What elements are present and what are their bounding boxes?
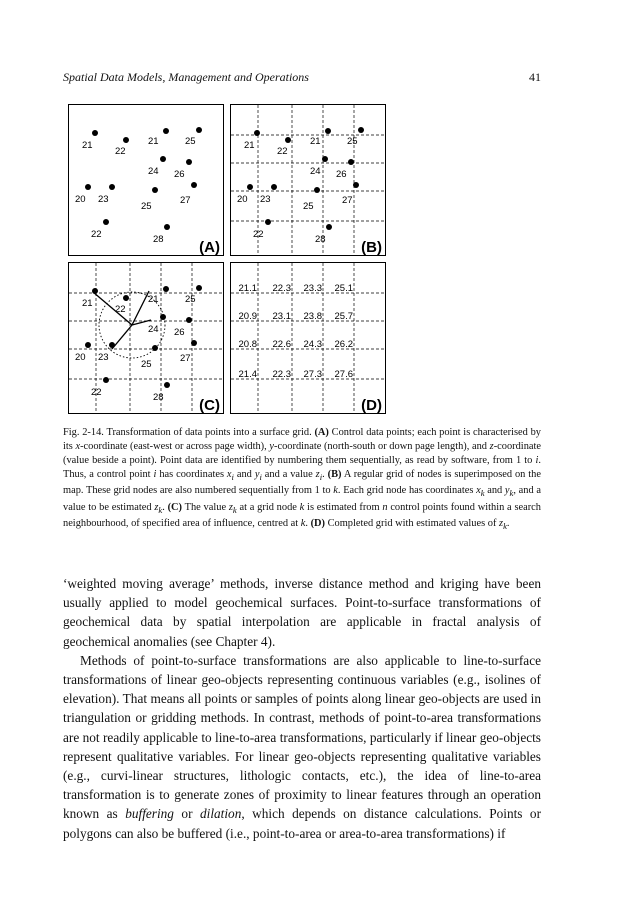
point-value-label: 28 <box>315 234 326 245</box>
caption-text: . Each grid node has coordinates <box>337 485 477 497</box>
grid-node-value: 21.4 <box>238 369 257 380</box>
caption-text: , and a value to be estimated <box>63 485 541 513</box>
math-subscript: k <box>480 488 485 499</box>
point-value-label: 27 <box>180 353 191 364</box>
caption-text: and a value <box>261 469 316 481</box>
control-point <box>196 127 202 133</box>
body-text <box>63 574 541 843</box>
grid-node-value: 25.7 <box>334 311 353 322</box>
caption-text: and <box>484 485 505 497</box>
math-var: z <box>315 469 320 481</box>
control-point <box>92 288 98 294</box>
point-value-label: 26 <box>174 327 185 338</box>
control-point <box>314 187 320 193</box>
control-point <box>191 182 197 188</box>
control-point <box>160 314 166 320</box>
caption-text: is estimated from <box>304 501 383 513</box>
control-point <box>358 127 364 133</box>
control-point <box>196 285 202 291</box>
body-text-span: Methods of point-to-surface transformations are also applicable to line-to-surface transformations of linear geo-objects representing continuous variables (e.g., isolines of elevation). That means all points or samples of points along linear geo-objects are used in triangulation or gridding methods. In contrast, methods of point-to-area transformations are not readily applicable to line-to-area transformations, particularly if linear geo-objects represent qualitative variables. For linear geo-objects representing qualitative variables (e.g., curvi-linear structures, lithologic contacts, etc.), the idea of line-to-area transformation is to generate zones of proximity to linear features through an operation known as <box>63 652 541 822</box>
caption-text: . Thus, a control point <box>63 455 541 481</box>
caption-text: -coordinate (east-west or across page width), <box>80 441 270 453</box>
point-value-label: 22 <box>253 229 264 240</box>
caption-text: Completed grid with estimated values of <box>325 517 500 529</box>
caption-panel-ref: (D) <box>310 517 325 529</box>
math-var: i <box>535 455 539 467</box>
caption-text: has coordinates <box>156 469 227 481</box>
body-term: dilation <box>199 806 242 822</box>
math-var: x <box>476 485 481 497</box>
grid-node-value: 23.1 <box>272 311 291 322</box>
control-point <box>325 128 331 134</box>
point-value-label: 20 <box>237 194 248 205</box>
point-value-label: 25 <box>347 136 358 147</box>
grid-node-value: 27.6 <box>334 369 353 380</box>
control-point <box>163 128 169 134</box>
control-point <box>92 130 98 136</box>
figure-panel-a <box>68 104 224 256</box>
control-point <box>254 130 260 136</box>
point-value-label: 21 <box>244 140 255 151</box>
control-point <box>164 382 170 388</box>
point-value-label: 28 <box>153 234 164 245</box>
figure-panel-d <box>230 262 386 414</box>
control-point <box>322 156 328 162</box>
grid-node-value: 20.8 <box>238 339 257 350</box>
grid-node-value: 23.3 <box>303 283 322 294</box>
search-radius-line <box>112 325 132 349</box>
point-value-label: 25 <box>141 201 152 212</box>
control-point <box>152 187 158 193</box>
caption-panel-ref: (A) <box>314 427 329 438</box>
math-var: z <box>228 501 233 513</box>
figure-caption <box>63 426 541 533</box>
body-text-span: , which depends on distance calculations. Points or polygons can also be buffered (i.e., point-to-area or area-to-area transformations) if <box>63 806 542 841</box>
control-point <box>326 224 332 230</box>
control-point <box>85 184 91 190</box>
control-point <box>103 377 109 383</box>
control-point <box>265 219 271 225</box>
point-value-label: 25 <box>185 136 196 147</box>
control-point <box>163 286 169 292</box>
control-point <box>191 340 197 346</box>
caption-text: . <box>322 469 328 481</box>
point-value-label: 21 <box>310 136 321 147</box>
math-var: x <box>226 469 232 481</box>
panel-label: (B) <box>361 239 382 256</box>
point-value-label: 24 <box>148 324 159 335</box>
math-var: y <box>504 485 510 497</box>
point-value-label: 21 <box>82 298 93 309</box>
panel-label: (A) <box>199 239 220 256</box>
point-value-label: 20 <box>75 194 86 205</box>
caption-text: Control data points; each point is characterised by its <box>63 427 541 453</box>
grid-node-value: 21.1 <box>238 283 257 294</box>
grid-node-value: 20.9 <box>238 311 257 322</box>
control-point <box>271 184 277 190</box>
caption-text: The value <box>182 501 229 513</box>
figure-panel-b <box>230 104 386 256</box>
control-point <box>109 342 115 348</box>
control-point <box>85 342 91 348</box>
control-point <box>152 345 158 351</box>
math-var: z <box>499 517 504 529</box>
caption-text: and <box>233 469 255 481</box>
math-subscript: k <box>158 504 163 515</box>
point-value-label: 21 <box>82 140 93 151</box>
math-subscript: i <box>259 472 262 483</box>
math-var: n <box>382 501 388 513</box>
grid-node-value: 25.1 <box>334 283 353 294</box>
point-value-label: 23 <box>98 194 109 205</box>
control-point <box>164 224 170 230</box>
point-value-label: 24 <box>148 166 159 177</box>
point-value-label: 28 <box>153 392 164 403</box>
grid-node-value: 26.2 <box>334 339 353 350</box>
grid-node-value: 22.3 <box>272 283 291 294</box>
math-var: k <box>299 501 305 513</box>
point-value-label: 24 <box>310 166 321 177</box>
caption-text: A regular grid of nodes is superimposed on the map. These grid nodes are also numbered sequentially from 1 to <box>63 469 541 497</box>
point-value-label: 23 <box>98 352 109 363</box>
point-value-label: 22 <box>115 146 126 157</box>
body-paragraph <box>63 651 541 843</box>
math-var: i <box>153 469 157 481</box>
math-var: k <box>333 485 338 497</box>
point-value-label: 22 <box>91 229 102 240</box>
body-text-span: or <box>173 806 200 822</box>
caption-lead: Fig. 2-14. Transformation of data points into a surface grid. <box>63 427 312 438</box>
math-subscript: i <box>319 472 323 483</box>
caption-text: control points found within a search neighbourhood, of specified area of influence, centred at <box>63 501 541 529</box>
figure-panel-c <box>68 262 224 414</box>
point-value-label: 25 <box>141 359 152 370</box>
panel-label: (C) <box>199 397 220 414</box>
control-point <box>123 295 129 301</box>
running-title: Spatial Data Models, Management and Operations <box>63 70 309 84</box>
point-value-label: 21 <box>148 294 159 305</box>
grid-node-value: 23.8 <box>303 311 322 322</box>
math-subscript: k <box>503 520 507 531</box>
grid-node-value: 27.3 <box>303 369 322 380</box>
point-value-label: 26 <box>336 169 347 180</box>
math-var: z <box>489 441 494 453</box>
point-value-label: 22 <box>277 146 288 157</box>
control-point <box>109 184 115 190</box>
point-value-label: 20 <box>75 352 86 363</box>
point-value-label: 22 <box>115 304 126 315</box>
math-var: x <box>75 441 81 453</box>
point-value-label: 22 <box>91 387 102 398</box>
point-value-label: 27 <box>180 195 191 206</box>
caption-text: at a grid node <box>236 501 300 513</box>
control-point <box>103 219 109 225</box>
page-header <box>63 70 541 88</box>
caption-text: . <box>162 501 168 513</box>
panel-label: (D) <box>361 397 382 414</box>
control-point <box>186 317 192 323</box>
math-subscript: k <box>232 504 237 515</box>
point-value-label: 23 <box>260 194 271 205</box>
point-value-label: 27 <box>342 195 353 206</box>
caption-panel-ref: (B) <box>327 469 342 481</box>
math-var: z <box>154 501 159 513</box>
control-point <box>247 184 253 190</box>
control-point <box>186 159 192 165</box>
caption-text: -coordinate (north-south or down page length), and <box>274 441 490 453</box>
math-var: y <box>254 469 260 481</box>
point-value-label: 26 <box>174 169 185 180</box>
grid-node-value: 22.6 <box>272 339 291 350</box>
caption-text: . <box>305 517 311 529</box>
control-point <box>160 156 166 162</box>
page-number: 41 <box>529 70 541 84</box>
control-point <box>348 159 354 165</box>
caption-text: -coordinate (value beside a point). Point data are identified by numbering them sequentially, as read by software, from 1 to <box>63 441 541 467</box>
math-subscript: k <box>509 488 514 499</box>
point-value-label: 21 <box>148 136 159 147</box>
caption-text: . <box>506 517 510 529</box>
control-point <box>123 137 129 143</box>
search-radius-line <box>132 291 149 325</box>
grid-node-value: 22.3 <box>272 369 291 380</box>
body-paragraph: ‘weighted moving average’ methods, inverse distance method and kriging have been usually applied to model geochemical surfaces. Point-to-surface transformations of geochemical data by spatial interpolation are applicable in fractal analysis of geochemical anomalies (see Chapter 4). <box>63 576 541 649</box>
math-subscript: i <box>231 472 234 483</box>
math-var: k <box>300 517 306 529</box>
body-term: buffering <box>125 806 174 822</box>
point-value-label: 25 <box>185 294 196 305</box>
grid-node-value: 24.3 <box>303 339 322 350</box>
math-var: y <box>269 441 275 453</box>
control-point <box>353 182 359 188</box>
point-value-label: 25 <box>303 201 314 212</box>
control-point <box>285 137 291 143</box>
caption-panel-ref: (C) <box>167 501 183 513</box>
